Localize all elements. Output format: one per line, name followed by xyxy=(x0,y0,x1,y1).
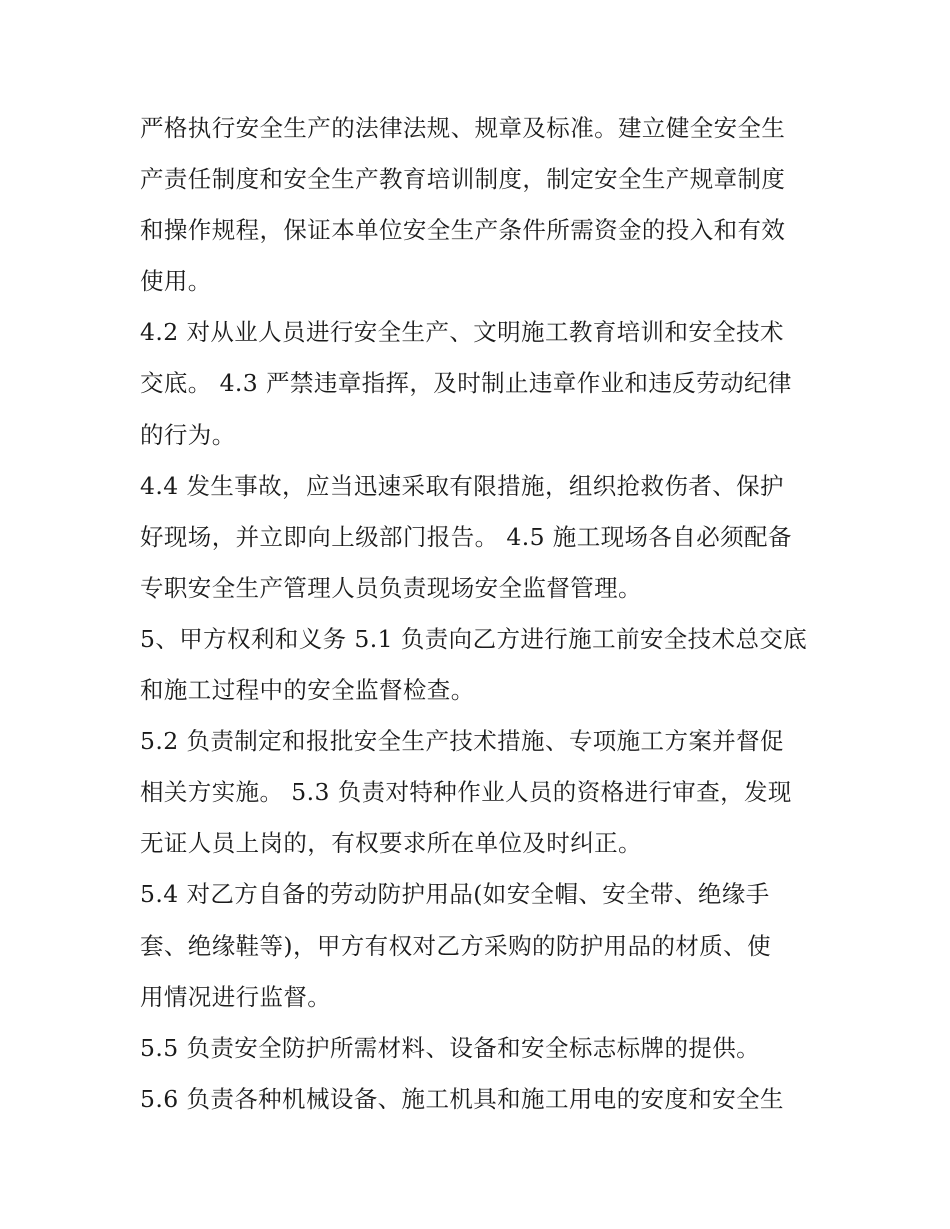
text-line: 和操作规程，保证本单位安全生产条件所需资金的投入和有效 xyxy=(140,216,786,245)
text-line: 套、绝缘鞋等)，甲方有权对乙方采购的防护用品的材质、使 xyxy=(140,931,771,960)
text-line: 的行为。 xyxy=(140,420,236,449)
text-line: 产责任制度和安全生产教育培训制度，制定安全生产规章制度 xyxy=(140,165,786,194)
text-line: 5.6 负责各种机械设备、施工机具和施工用电的安度和安全生 xyxy=(140,1084,784,1113)
text-line: 无证人员上岗的，有权要求所在单位及时纠正。 xyxy=(140,829,642,858)
text-line: 5.4 对乙方自备的劳动防护用品(如安全帽、安全带、绝缘手 xyxy=(140,880,770,909)
body-text xyxy=(140,103,840,1125)
text-line: 4.2 对从业人员进行安全生产、文明施工教育培训和安全技术 xyxy=(140,318,784,347)
text-line: 相关方实施。 5.3 负责对特种作业人员的资格进行审查，发现 xyxy=(140,778,792,807)
text-line: 4.4 发生事故，应当迅速采取有限措施，组织抢救伤者、保护 xyxy=(140,471,784,500)
text-line: 专职安全生产管理人员负责现场安全监督管理。 xyxy=(140,573,642,602)
text-line: 5.2 负责制定和报批安全生产技术措施、专项施工方案并督促 xyxy=(140,727,784,756)
text-line: 用情况进行监督。 xyxy=(140,982,332,1011)
text-line: 好现场，并立即向上级部门报告。 4.5 施工现场各自必须配备 xyxy=(140,522,792,551)
text-line: 严格执行安全生产的法律法规、规章及标准。建立健全安全生 xyxy=(140,114,786,142)
text-line: 5.5 负责安全防护所需材料、设备和安全标志标牌的提供。 xyxy=(140,1033,761,1062)
text-line: 交底。 4.3 严禁违章指挥，及时制止违章作业和违反劳动纪律 xyxy=(140,369,792,398)
text-line: 5、甲方权利和义务 5.1 负责向乙方进行施工前安全技术总交底 xyxy=(140,624,808,653)
text-line: 和施工过程中的安全监督检查。 xyxy=(140,676,475,705)
text-line: 使用。 xyxy=(140,267,212,296)
